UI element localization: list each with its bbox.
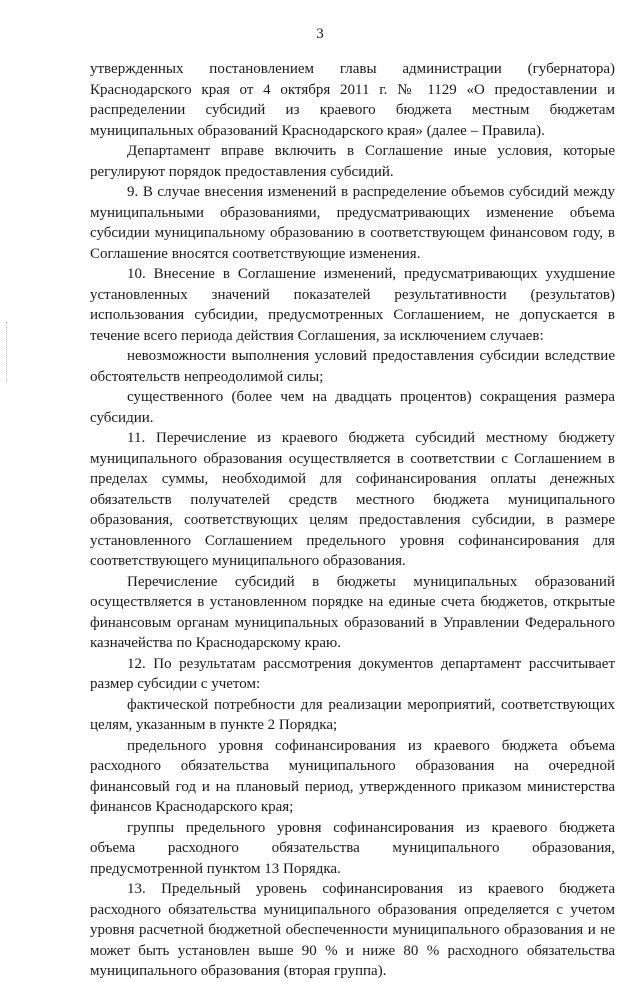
paragraph-clause-12: 12. По результатам рассмотрения документов департамент рассчитывает размер субсидии с учетом: [90,655,615,692]
paragraph-clause-9: 9. В случае внесения изменений в распределение объемов субсидий между муниципальными образованиями, предусматривающих изменение объема субсидии муниципальному образованию в соответствующем финансовом году, в Соглашение вносятся соответствующие изменения. [90,184,615,262]
paragraph-rules-reference: утвержденных постановлением главы администрации (губернатора) Краснодарского края от 4 октября 2011 г. № 1129 «О предоставлении и распределении субсидий из краевого бюджета местным бюджетам муниципальных образований Краснодарского края» (далее – Правила). [90,61,615,139]
page-number: 3 [316,26,324,42]
margin-mark [6,322,8,382]
paragraph-treasury-transfer: Перечисление субсидий в бюджеты муниципальных образований осуществляется в установленном порядке на единые счета бюджетов, открытые финансовым органам муниципальных образований в Управлении Федерального казначейства по Краснодарскому краю. [90,573,615,651]
document-body [90,59,615,982]
paragraph-clause-10: 10. Внесение в Соглашение изменений, предусматривающих ухудшение установленных значений показателей результативности (результатов) использования субсидии, предусмотренных Соглашением, не допускается в течение всего периода действия Соглашения, за исключением случаев: [90,266,615,344]
paragraph-clause-11: 11. Перечисление из краевого бюджета субсидий местному бюджету муниципального образования осуществляется в соответствии с Соглашением в пределах суммы, необходимой для софинансирования оплаты денежных обязательств получателей средств местного бюджета муниципального образования, соответствующих целям предоставления субсидии, в размере установленного Соглашением предельного уровня софинансирования для соответствующего муниципального образования. [90,430,615,569]
paragraph-clause-13: 13. Предельный уровень софинансирования из краевого бюджета расходного обязательства муниципального образования определяется с учетом уровня расчетной бюджетной обеспеченности муниципального образования и не может быть установлен выше 90 % и ниже 80 % расходного обязательства муниципального образования (вторая группа). [90,881,615,979]
paragraph-cofinancing-level: предельного уровня софинансирования из краевого бюджета объема расходного обязательства муниципального образования на очередной финансовый год и на плановый период, утвержденного приказом министерства финансов Краснодарского края; [90,737,615,815]
paragraph-subsidy-reduction: существенного (более чем на двадцать процентов) сокращения размера субсидии. [90,389,615,426]
paragraph-cofinancing-group: группы предельного уровня софинансирования из краевого бюджета объема расходного обязательства муниципального образования, предусмотренной пунктом 13 Порядка. [90,819,615,877]
paragraph-actual-need: фактической потребности для реализации мероприятий, соответствующих целям, указанным в пункте 2 Порядка; [90,696,615,733]
paragraph-force-majeure: невозможности выполнения условий предоставления субсидии вследствие обстоятельств непреодолимой силы; [90,348,615,385]
paragraph-department-conditions: Департамент вправе включить в Соглашение иные условия, которые регулируют порядок предоставления субсидий. [90,143,615,180]
